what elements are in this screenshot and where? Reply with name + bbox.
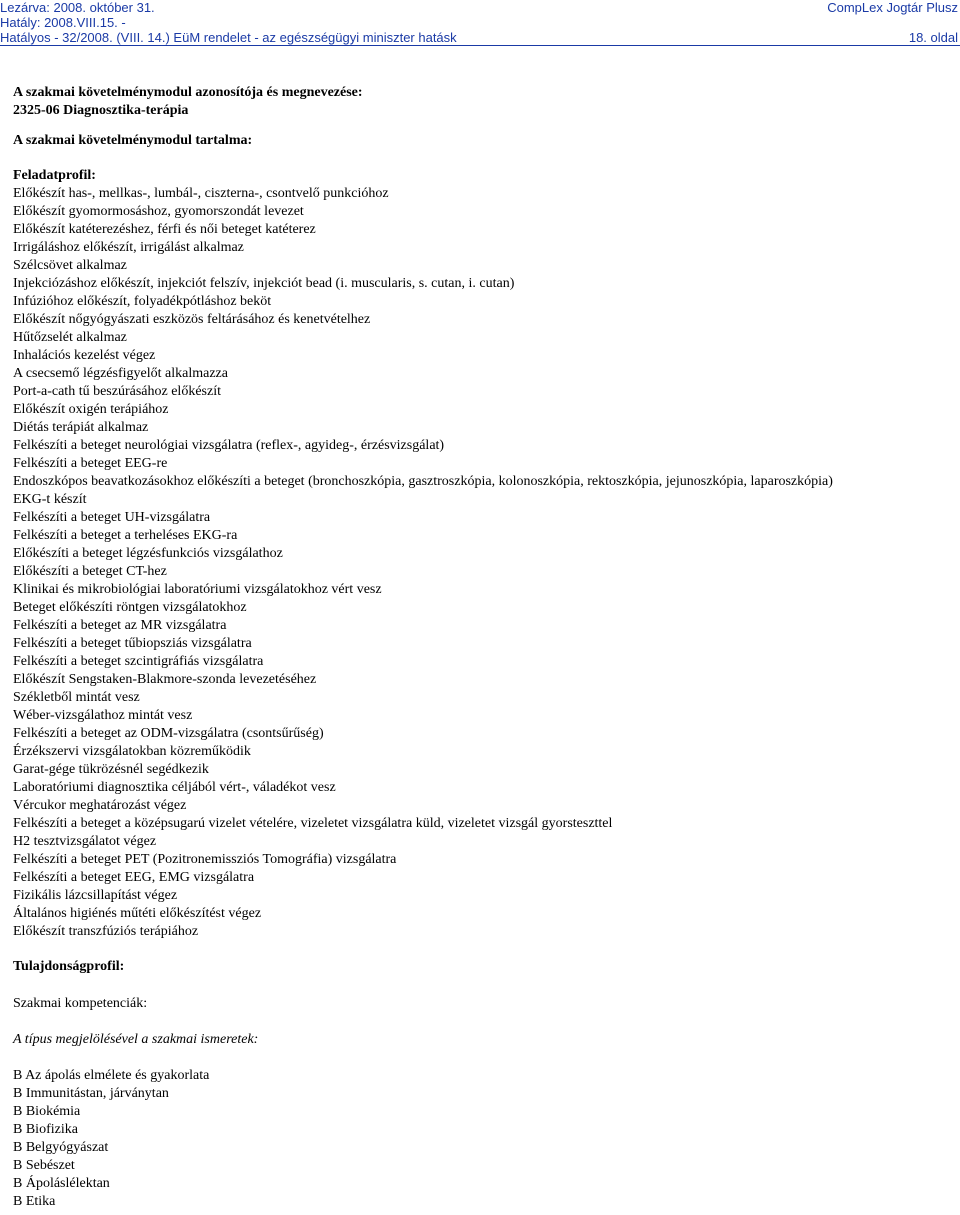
task-item: Felkészíti a beteget neurológiai vizsgálatra (reflex-, agyideg-, érzésvizsgálat) (13, 438, 445, 453)
task-item: Infúzióhoz előkészít, folyadékpótláshoz beköt (13, 294, 272, 309)
task-item: Garat-gége tükrözésnél segédkezik (13, 762, 209, 777)
knowledge-item: B Biokémia (13, 1104, 81, 1119)
task-item: Vércukor meghatározást végez (13, 798, 187, 813)
task-item: Előkészít Sengstaken-Blakmore-szonda levezetéséhez (13, 672, 317, 687)
task-item: Előkészít katéterezéshez, férfi és női beteget katéterez (13, 222, 316, 237)
task-item: Előkészíti a beteget CT-hez (13, 564, 167, 579)
task-item: Inhalációs kezelést végez (13, 348, 156, 363)
header-document-title: Hatályos - 32/2008. (VIII. 14.) EüM rendelet - az egészségügyi miniszter hatásk (0, 30, 457, 45)
header-divider (0, 45, 960, 46)
task-item: Felkészíti a beteget a terheléses EKG-ra (13, 528, 238, 543)
task-item: Előkészít transzfúziós terápiához (13, 924, 199, 939)
task-item: Felkészíti a beteget az MR vizsgálatra (13, 618, 227, 633)
task-item: Felkészíti a beteget UH-vizsgálatra (13, 510, 211, 525)
knowledge-item: B Ápoláslélektan (13, 1176, 110, 1191)
task-item: EKG-t készít (13, 492, 87, 507)
task-profile-heading: Feladatprofil: (13, 168, 96, 183)
task-item: Előkészít has-, mellkas-, lumbál-, ciszterna-, csontvelő punkcióhoz (13, 186, 389, 201)
task-item: Előkészít oxigén terápiához (13, 402, 169, 417)
task-list (13, 185, 953, 941)
task-item: Felkészíti a beteget tűbiopsziás vizsgálatra (13, 636, 252, 651)
module-id: 2325-06 Diagnosztika-terápia (13, 103, 189, 118)
task-item: Wéber-vizsgálathoz mintát vesz (13, 708, 193, 723)
task-item: Felkészíti a beteget az ODM-vizsgálatra (csontsűrűség) (13, 726, 324, 741)
knowledge-list (13, 1067, 953, 1211)
knowledge-item: B Biofizika (13, 1122, 78, 1137)
knowledge-item: B Etika (13, 1194, 56, 1209)
task-item: Laboratóriumi diagnosztika céljából vért-, váladékot vesz (13, 780, 336, 795)
task-item: Előkészít gyomormosáshoz, gyomorszondát levezet (13, 204, 304, 219)
header-closed-date: Lezárva: 2008. október 31. (0, 0, 155, 15)
task-item: Diétás terápiát alkalmaz (13, 420, 149, 435)
task-item: Érzékszervi vizsgálatokban közreműködik (13, 744, 251, 759)
task-item: Felkészíti a beteget EEG-re (13, 456, 168, 471)
header-page-number: 18. oldal (908, 30, 958, 45)
competencies-heading: Szakmai kompetenciák: (13, 996, 148, 1011)
task-item: Általános higiénés műtéti előkészítést végez (13, 906, 262, 921)
page-header (0, 0, 960, 46)
task-item: Klinikai és mikrobiológiai laboratóriumi vizsgálatokhoz vért vesz (13, 582, 382, 597)
task-item: Előkészíti a beteget légzésfunkciós vizsgálathoz (13, 546, 283, 561)
knowledge-item: B Sebészet (13, 1158, 75, 1173)
module-content-heading: A szakmai követelménymodul tartalma: (13, 133, 253, 148)
knowledge-item: B Immunitástan, járványtan (13, 1086, 169, 1101)
task-item: Előkészít nőgyógyászati eszközös feltárásához és kenetvételhez (13, 312, 371, 327)
task-item: H2 tesztvizsgálatot végez (13, 834, 157, 849)
task-item: Felkészíti a beteget szcintigráfiás vizsgálatra (13, 654, 264, 669)
task-item: Beteget előkészíti röntgen vizsgálatokhoz (13, 600, 247, 615)
header-effective-range: Hatály: 2008.VIII.15. - (0, 15, 126, 30)
task-item: Hűtőzselét alkalmaz (13, 330, 127, 345)
task-item: Felkészíti a beteget EEG, EMG vizsgálatra (13, 870, 255, 885)
header-product-name: CompLex Jogtár Plusz (827, 0, 958, 15)
task-item: Port-a-cath tű beszúrásához előkészít (13, 384, 221, 399)
task-item: A csecsemő légzésfigyelőt alkalmazza (13, 366, 228, 381)
knowledge-item: B Belgyógyászat (13, 1140, 109, 1155)
task-item: Irrigáláshoz előkészít, irrigálást alkalmaz (13, 240, 244, 255)
task-item: Endoszkópos beavatkozásokhoz előkészíti a beteget (bronchoszkópia, gasztroszkópia, kolonoszkópia, rektoszkópia, jejunoszkópia, laparoszkópia) (13, 474, 833, 489)
knowledge-item: B Az ápolás elmélete és gyakorlata (13, 1068, 210, 1083)
task-item: Injekciózáshoz előkészít, injekciót felszív, injekciót bead (i. muscularis, s. cutan, i. cutan) (13, 276, 515, 291)
task-item: Szélcsövet alkalmaz (13, 258, 127, 273)
module-id-heading: A szakmai követelménymodul azonosítója és megnevezése: (13, 85, 363, 100)
document-body (13, 84, 953, 1211)
trait-profile-heading: Tulajdonságprofil: (13, 959, 125, 974)
task-item: Felkészíti a beteget a középsugarú vizelet vételére, vizeletet vizsgálatra küld, vizeletet vizsgál gyorsteszttel (13, 816, 613, 831)
task-item: Felkészíti a beteget PET (Pozitronemissziós Tomográfia) vizsgálatra (13, 852, 397, 867)
task-item: Fizikális lázcsillapítást végez (13, 888, 178, 903)
knowledge-heading: A típus megjelölésével a szakmai ismeretek: (13, 1032, 259, 1047)
task-item: Székletből mintát vesz (13, 690, 140, 705)
